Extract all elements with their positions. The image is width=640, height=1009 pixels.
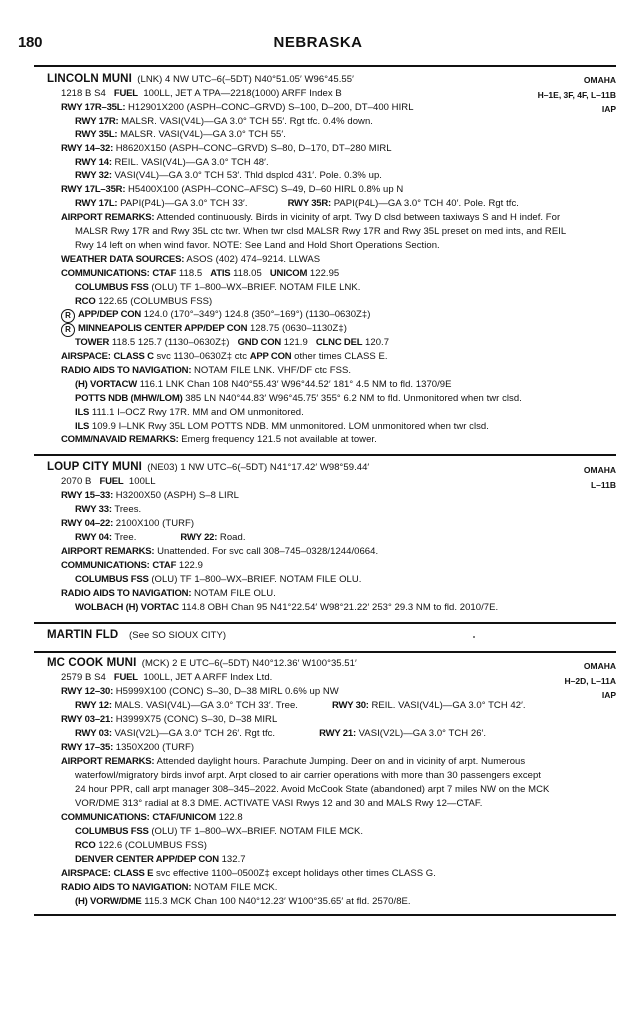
loup-radio-aids xyxy=(61,588,276,600)
weather-text: ASOS (402) 474–9214. LLWAS xyxy=(186,254,321,265)
center-freq: 132.7 xyxy=(221,854,246,865)
radio-aids-label: RADIO AIDS TO NAVIGATION: xyxy=(61,365,192,376)
comm-label: COMMUNICATIONS: xyxy=(61,812,150,823)
airspace-class: CLASS E xyxy=(113,868,154,879)
lincoln-ndb xyxy=(75,393,522,405)
rwy-label: RWY 33: xyxy=(75,504,112,515)
rwy-label: RWY 17L: xyxy=(75,198,118,209)
rwy-detail: H5999X100 (CONC) S–30, D–38 MIRL 0.6% up NW xyxy=(115,686,339,697)
rwy-detail: 2100X100 (TURF) xyxy=(115,518,195,529)
rwy-label: RWY 12–30: xyxy=(61,686,114,697)
rwy-label: RWY 32: xyxy=(75,170,112,181)
ctaf-freq: 122.8 xyxy=(218,812,243,823)
lincoln-app-dep xyxy=(61,309,370,323)
rwy-label: RWY 17R: xyxy=(75,116,119,127)
rwy-detail: PAPI(P4L)—GA 3.0° TCH 33′. xyxy=(120,198,248,209)
mccook-vor xyxy=(75,896,411,908)
rwy-label: RWY 35R: xyxy=(287,198,332,209)
remarks-text: Attended continuously. Birds in vicinity of arpt. Twy D clsd between taxiways S and H indef. For xyxy=(156,212,561,223)
loup-rwy-04-22-ends xyxy=(75,532,246,544)
mccook-rco xyxy=(75,840,207,852)
rwy-detail: VASI(V2L)—GA 3.0° TCH 26′. xyxy=(358,728,487,739)
lincoln-ils-2 xyxy=(75,421,489,433)
rwy-detail: REIL. VASI(V4L)—GA 3.0° TCH 48′. xyxy=(114,157,269,168)
mccook-charts: H–2D, L–11A xyxy=(564,676,616,686)
rule-mccook-end xyxy=(34,914,616,916)
rwy-detail: H3200X50 (ASPH) S–8 LIRL xyxy=(115,490,239,501)
lincoln-rwy-17l35r xyxy=(61,184,403,196)
rwy-detail: H12901X200 (ASPH–CONC–GRVD) S–100, D–200, DT–400 HIRL xyxy=(128,102,414,113)
lincoln-airspace xyxy=(61,351,388,363)
mccook-id-line: (MCK) 2 E UTC–6(–5DT) N40°12.36′ W100°35.51′ xyxy=(141,658,357,669)
lincoln-fss xyxy=(75,282,360,294)
mccook-elev: 2579 B S4 xyxy=(61,672,106,683)
rco-text: 122.65 (COLUMBUS FSS) xyxy=(98,296,213,307)
radio-aids-text: NOTAM FILE OLU. xyxy=(194,588,276,599)
rwy-detail: H8620X150 (ASPH–CONC–GRVD) S–80, D–170, DT–280 MIRL xyxy=(115,143,392,154)
rwy-detail: PAPI(P4L)—GA 3.0° TCH 40′. Pole. Rgt tfc. xyxy=(333,198,519,209)
fss-text: (OLU) TF 1–800–WX–BRIEF. NOTAM FILE LNK. xyxy=(151,282,361,293)
navaid-label: WOLBACH (H) VORTAC xyxy=(75,602,179,613)
rwy-detail: Trees. xyxy=(114,504,142,515)
rwy-detail: H5400X100 (ASPH–CONC–AFSC) S–49, D–60 HIRL 0.8% up N xyxy=(128,184,404,195)
state-title: NEBRASKA xyxy=(273,34,363,51)
navaid-label: POTTS NDB (MHW/LOM) xyxy=(75,393,183,404)
lincoln-ils-1 xyxy=(75,407,304,419)
mccook-fuel-line xyxy=(61,672,272,684)
fss-text: (OLU) TF 1–800–WX–BRIEF. NOTAM FILE MCK. xyxy=(151,826,364,837)
rwy-detail: REIL. VASI(V4L)—GA 3.0° TCH 42′. xyxy=(371,700,526,711)
navaid-text: 109.9 I–LNK Rwy 35L LOM POTTS NDB. MM unmonitored. LOM unmonitored when twr clsd. xyxy=(91,421,489,432)
lincoln-rwy-14-32 xyxy=(61,143,392,155)
mccook-remarks xyxy=(61,756,525,768)
comm-remarks-text: Emerg frequency 121.5 not available at tower. xyxy=(181,434,377,445)
rule-lincoln-end xyxy=(34,454,616,456)
rwy-detail: H3999X75 (CONC) S–30, D–38 MIRL xyxy=(115,714,278,725)
navaid-text: 114.8 OBH Chan 95 N41°22.54′ W98°21.22′ 253° 29.3 NM to fld. 2010/7E. xyxy=(181,602,499,613)
martin-airport-name[interactable]: MARTIN FLD xyxy=(47,629,119,641)
mccook-remarks-3: 24 hour PPR, call arpt manager 308–345–2022. Avoid McCook State (abandoned) arpt 7 miles NW on the MCK xyxy=(75,784,550,795)
loup-charts: L–11B xyxy=(590,480,616,490)
lincoln-weather xyxy=(61,254,320,266)
lincoln-rwy-35l xyxy=(75,129,286,141)
loup-elev: 2070 B xyxy=(61,476,92,487)
radar-r-icon: R xyxy=(61,309,75,323)
unicom-freq: 122.95 xyxy=(309,268,340,279)
rwy-label: RWY 03–21: xyxy=(61,714,114,725)
airspace-label: AIRSPACE: xyxy=(61,351,111,362)
lincoln-fuel-value: 100LL, JET A TPA—2218(1000) ARFF Index B xyxy=(143,88,342,99)
comm-label: COMMUNICATIONS: xyxy=(61,268,150,279)
ctaf-freq: 122.9 xyxy=(178,560,203,571)
app-freqs: 124.0 (170°–349°) 124.8 (350°–169°) (1130–0630Z‡) xyxy=(143,309,371,320)
lincoln-communications xyxy=(61,268,339,280)
clnc-freq: 120.7 xyxy=(365,337,390,348)
page-number: 180 xyxy=(18,34,43,51)
loup-remarks xyxy=(61,546,378,558)
airspace-class: CLASS C xyxy=(113,351,154,362)
rwy-label: RWY 04: xyxy=(75,532,112,543)
lincoln-charts: H–1E, 3F, 4F, L–11B xyxy=(537,90,616,100)
mccook-radio-aids xyxy=(61,882,277,894)
loup-region: OMAHA xyxy=(583,465,616,475)
airspace-app: APP CON xyxy=(249,351,292,362)
mccook-rwy-17-35 xyxy=(61,742,194,754)
rwy-detail: Tree. xyxy=(114,532,137,543)
mccook-fuel-value: 100LL, JET A ARFF Index Ltd. xyxy=(143,672,273,683)
mccook-rwy-03-21-ends xyxy=(75,728,486,740)
radio-aids-text: NOTAM FILE LNK. VHF/DF ctc FSS. xyxy=(194,365,352,376)
navaid-text: 116.1 LNK Chan 108 N40°55.43′ W96°44.52′ 181° 4.5 NM to fld. 1370/9E xyxy=(139,379,452,390)
mccook-communications xyxy=(61,812,243,824)
rwy-label: RWY 12: xyxy=(75,700,112,711)
navaid-text: 115.3 MCK Chan 100 N40°12.23′ W100°35.65′ at fld. 2570/8E. xyxy=(144,896,411,907)
center-label: DENVER CENTER APP/DEP CON xyxy=(75,854,219,865)
rwy-detail: MALS. VASI(V4L)—GA 3.0° TCH 33′. Tree. xyxy=(114,700,298,711)
mccook-center xyxy=(75,854,246,866)
mccook-rwy-03-21 xyxy=(61,714,277,726)
loup-vortac xyxy=(75,602,498,614)
rwy-detail: Road. xyxy=(219,532,246,543)
rco-label: RCO xyxy=(75,840,96,851)
radio-aids-label: RADIO AIDS TO NAVIGATION: xyxy=(61,588,192,599)
rwy-detail: 1350X200 (TURF) xyxy=(115,742,195,753)
ctaf-label: CTAF xyxy=(152,268,177,279)
rwy-detail: VASI(V4L)—GA 3.0° TCH 53′. Thld dsplcd 431′. Pole. 0.3% up. xyxy=(114,170,382,181)
center-freq: 128.75 (0630–1130Z‡) xyxy=(249,323,347,334)
lincoln-remarks-2: MALSR Rwy 17R and Rwy 35L ctc twr. When twr clsd MALSR Rwy 17R and Rwy 35L preset on med ints, and REIL xyxy=(75,226,567,237)
mccook-rwy-12-30 xyxy=(61,686,339,698)
ctaf-label: CTAF/UNICOM xyxy=(152,812,216,823)
loup-fuel-value: 100LL xyxy=(128,476,156,487)
mccook-region: OMAHA xyxy=(583,661,616,671)
navaid-label: ILS xyxy=(75,407,90,418)
loup-fuel-line xyxy=(61,476,156,488)
navaid-label: (H) VORW/DME xyxy=(75,896,142,907)
loup-fss xyxy=(75,574,362,586)
mccook-rwy-12-30-ends xyxy=(75,700,526,712)
unicom-label: UNICOM xyxy=(269,268,308,279)
remarks-text: Attended daylight hours. Parachute Jumping. Deer on and in vicinity of arpt. Numerous xyxy=(156,756,526,767)
tower-label: TOWER xyxy=(75,337,110,348)
airspace-label: AIRSPACE: xyxy=(61,868,111,879)
fss-text: (OLU) TF 1–800–WX–BRIEF. NOTAM FILE OLU. xyxy=(151,574,362,585)
airspace-text-2: other times CLASS E. xyxy=(294,351,388,362)
lincoln-rwy-17l-35r-ends xyxy=(75,198,519,210)
mccook-fuel-label: FUEL xyxy=(113,672,138,683)
lincoln-rwy-17r xyxy=(75,116,373,128)
ctaf-freq: 118.5 xyxy=(178,268,203,279)
lincoln-id-line: (LNK) 4 NW UTC–6(–5DT) N40°51.05′ W96°45.55′ xyxy=(137,74,354,85)
lincoln-fuel-label: FUEL xyxy=(113,88,138,99)
rwy-detail: MALSR. VASI(V4L)—GA 3.0° TCH 55′. xyxy=(120,129,286,140)
lincoln-remarks-3: Rwy 14 left on when wind favor. NOTE: See Land and Hold Short Operations Section. xyxy=(75,240,440,251)
comm-remarks-label: COMM/NAVAID REMARKS: xyxy=(61,434,179,445)
lincoln-center-app xyxy=(61,323,347,337)
lincoln-rwy-32 xyxy=(75,170,382,182)
lincoln-airport-name[interactable]: LINCOLN MUNI xyxy=(47,73,132,85)
loup-airport-name[interactable]: LOUP CITY MUNI xyxy=(47,461,142,473)
rwy-label: RWY 03: xyxy=(75,728,112,739)
rwy-detail: VASI(V2L)—GA 3.0° TCH 26′. Rgt tfc. xyxy=(114,728,276,739)
rwy-label: RWY 17L–35R: xyxy=(61,184,126,195)
rwy-label: RWY 14: xyxy=(75,157,112,168)
loup-communications xyxy=(61,560,203,572)
rule-top xyxy=(34,65,616,67)
airspace-text: svc effective 1100–0500Z‡ except holidays other times CLASS G. xyxy=(155,868,436,879)
rwy-label: RWY 14–32: xyxy=(61,143,114,154)
lincoln-elev: 1218 B S4 xyxy=(61,88,106,99)
app-label: APP/DEP CON xyxy=(78,309,142,320)
remarks-label: AIRPORT REMARKS: xyxy=(61,756,155,767)
tower-freq: 118.5 125.7 (1130–0630Z‡) xyxy=(111,337,230,348)
gnd-label: GND CON xyxy=(237,337,282,348)
speck xyxy=(473,636,475,638)
mccook-remarks-4: VOR/DME 313° radial at 8.3 DME. ACTIVATE VASI Rwys 12 and 30 and MALS Rwy 12—CTAF. xyxy=(75,798,483,809)
mccook-fss xyxy=(75,826,363,838)
fss-label: COLUMBUS FSS xyxy=(75,574,149,585)
remarks-text: Unattended. For svc call 308–745–0328/1244/0664. xyxy=(157,546,379,557)
comm-label: COMMUNICATIONS: xyxy=(61,560,150,571)
mccook-iap: IAP xyxy=(601,690,616,700)
center-label: MINNEAPOLIS CENTER APP/DEP CON xyxy=(78,323,248,334)
gnd-freq: 121.9 xyxy=(283,337,308,348)
rwy-label: RWY 15–33: xyxy=(61,490,114,501)
lincoln-remarks xyxy=(61,212,560,224)
radio-aids-label: RADIO AIDS TO NAVIGATION: xyxy=(61,882,192,893)
loup-title-line xyxy=(47,461,369,474)
rwy-label: RWY 35L: xyxy=(75,129,118,140)
navaid-label: (H) VORTACW xyxy=(75,379,137,390)
loup-rwy-33 xyxy=(75,504,141,516)
radar-r-icon: R xyxy=(61,323,75,337)
lincoln-comm-remarks xyxy=(61,434,377,446)
clnc-label: CLNC DEL xyxy=(315,337,363,348)
loup-id-line: (NE03) 1 NW UTC–6(–5DT) N41°17.42′ W98°59.44′ xyxy=(147,462,370,473)
loup-rwy-15-33 xyxy=(61,490,239,502)
radio-aids-text: NOTAM FILE MCK. xyxy=(194,882,278,893)
rwy-detail: MALSR. VASI(V4L)—GA 3.0° TCH 55′. Rgt tfc. 0.4% down. xyxy=(121,116,373,127)
rwy-label: RWY 17–35: xyxy=(61,742,114,753)
navaid-text: 111.1 I–OCZ Rwy 17R. MM and OM unmonitored. xyxy=(91,407,304,418)
navaid-label: ILS xyxy=(75,421,90,432)
atis-freq: 118.05 xyxy=(233,268,262,279)
rwy-label: RWY 21: xyxy=(319,728,356,739)
mccook-airspace xyxy=(61,868,436,880)
martin-see-ref: (See SO SIOUX CITY) xyxy=(129,630,227,641)
rco-label: RCO xyxy=(75,296,96,307)
lincoln-fuel-line xyxy=(61,88,342,100)
martin-title-line xyxy=(47,629,226,642)
lincoln-rco xyxy=(75,296,212,308)
airspace-text: svc 1130–0630Z‡ ctc xyxy=(156,351,248,362)
rwy-label: RWY 30: xyxy=(331,700,369,711)
lincoln-region: OMAHA xyxy=(583,75,616,85)
navaid-text: 385 LN N40°44.83′ W96°45.75′ 355° 6.2 NM to fld. Unmonitored when twr clsd. xyxy=(185,393,522,404)
lincoln-rwy-17r35l xyxy=(61,102,414,114)
atis-label: ATIS xyxy=(210,268,231,279)
lincoln-vortac xyxy=(75,379,452,391)
rco-text: 122.6 (COLUMBUS FSS) xyxy=(98,840,207,851)
rwy-label: RWY 22: xyxy=(180,532,218,543)
lincoln-rwy-14 xyxy=(75,157,269,169)
rule-martin-end xyxy=(34,651,616,653)
lincoln-radio-aids xyxy=(61,365,351,377)
fss-label: COLUMBUS FSS xyxy=(75,282,149,293)
mccook-title-line xyxy=(47,657,357,670)
remarks-label: AIRPORT REMARKS: xyxy=(61,546,155,557)
rwy-label: RWY 04–22: xyxy=(61,518,114,529)
rwy-label: RWY 17R–35L: xyxy=(61,102,126,113)
rule-loup-end xyxy=(34,622,616,624)
mccook-airport-name[interactable]: MC COOK MUNI xyxy=(47,657,137,669)
weather-label: WEATHER DATA SOURCES: xyxy=(61,254,185,265)
remarks-label: AIRPORT REMARKS: xyxy=(61,212,155,223)
lincoln-tower xyxy=(75,337,389,349)
loup-rwy-04-22 xyxy=(61,518,194,530)
page-header xyxy=(18,34,618,56)
loup-fuel-label: FUEL xyxy=(99,476,124,487)
ctaf-label: CTAF xyxy=(152,560,177,571)
lincoln-iap: IAP xyxy=(601,104,616,114)
fss-label: COLUMBUS FSS xyxy=(75,826,149,837)
mccook-remarks-2: waterfowl/migratory birds invof arpt. Arpt closed to air carrier operations with more than 30 passengers except xyxy=(75,770,541,781)
lincoln-title-line xyxy=(47,73,354,86)
